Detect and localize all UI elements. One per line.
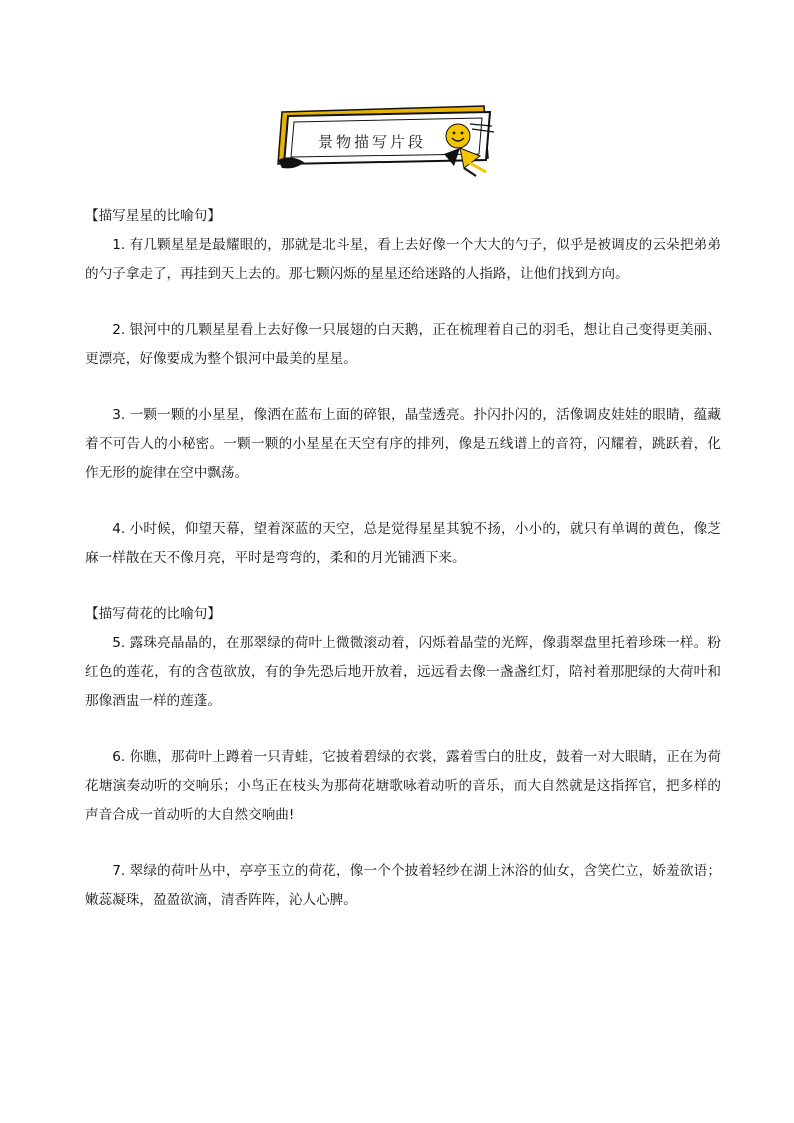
section-heading-lotus: 【描写荷花的比喻句】	[85, 606, 221, 622]
paragraph-4: 4. 小时候，仰望天幕，望着深蓝的天空，总是觉得星星其貌不扬，小小的，就只有单调的黄色，像芝麻一样散在天不像月亮，平时是弯弯的，柔和的月光铺洒下来。	[85, 521, 721, 566]
paragraph-2: 2. 银河中的几颗星星看上去好像一只展翅的白天鹅，正在梳理着自己的羽毛，想让自己变得更美丽、更漂亮，好像要成为整个银河中最美的星星。	[85, 322, 721, 367]
paragraph-3: 3. 一颗一颗的小星星，像洒在蓝布上面的碎银，晶莹透亮。扑闪扑闪的，活像调皮娃娃的眼睛，蕴藏着不可告人的小秘密。一颗一颗的小星星在天空有序的排列，像是五线谱上的音符，闪耀着，跳跃着，化作无形的旋律在空中飘荡。	[85, 407, 721, 481]
title-banner	[268, 102, 504, 180]
document-body	[85, 202, 721, 942]
paragraph-5: 5. 露珠亮晶晶的，在那翠绿的荷叶上微微滚动着，闪烁着晶莹的光辉，像翡翠盘里托着珍珠一样。粉红色的莲花，有的含苞欲放，有的争先恐后地开放着，远远看去像一盏盏红灯，陪衬着那肥绿的大荷叶和那像酒盅一样的莲蓬。	[85, 635, 721, 709]
paragraph-7: 7. 翠绿的荷叶丛中，亭亭玉立的荷花，像一个个披着轻纱在湖上沐浴的仙女，含笑伫立，娇羞欲语；嫩蕊凝珠，盈盈欲滴，清香阵阵，沁人心脾。	[85, 863, 721, 908]
paragraph-6: 6. 你瞧，那荷叶上蹲着一只青蛙，它披着碧绿的衣裳，露着雪白的肚皮，鼓着一对大眼睛，正在为荷花塘演奏动听的交响乐；小鸟正在枝头为那荷花塘歌咏着动听的音乐，而大自然就是这指挥官，把多样的声音合成一首动听的大自然交响曲!	[85, 749, 721, 823]
page-title: 景物描写片段	[318, 133, 427, 151]
paragraph-1: 1. 有几颗星星是最耀眼的，那就是北斗星，看上去好像一个大大的勺子，似乎是被调皮的云朵把弟弟的勺子拿走了，再挂到天上去的。那七颗闪烁的星星还给迷路的人指路，让他们找到方向。	[85, 237, 721, 282]
section-heading-stars: 【描写星星的比喻句】	[85, 208, 221, 224]
